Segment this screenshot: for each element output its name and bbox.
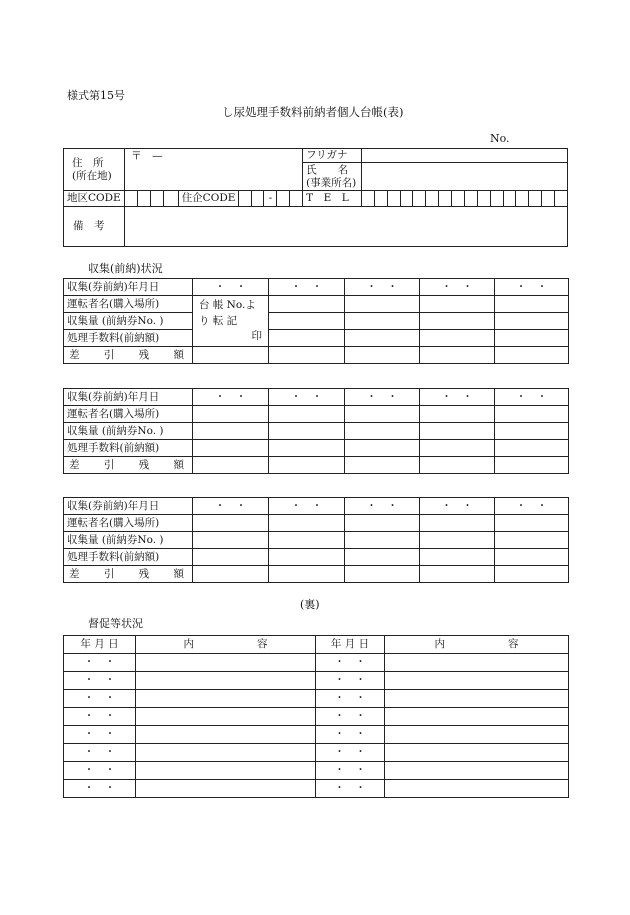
reminder-date-cell[interactable]: ・ ・ xyxy=(316,690,385,708)
date-row-label: 収集(券前納)年月日 xyxy=(64,389,193,406)
reminder-content-cell[interactable] xyxy=(136,726,316,744)
form-number: 様式第15号 xyxy=(67,89,125,102)
data-cell[interactable] xyxy=(495,440,569,457)
data-cell[interactable] xyxy=(269,330,345,347)
fee-row-label: 処理手数料(前納額) xyxy=(64,330,193,347)
collection-table-3 xyxy=(63,497,569,583)
amount-row-label: 収集量 (前納券No. ) xyxy=(64,532,193,549)
reminder-date-cell[interactable]: ・ ・ xyxy=(316,726,385,744)
balance-row-label: 差 引 残 額 xyxy=(64,566,193,583)
page-title: し尿処理手数料前納者個人台帳(表) xyxy=(222,105,404,119)
tel-cell[interactable] xyxy=(426,191,439,207)
data-cell[interactable] xyxy=(345,313,420,330)
reminder-date-cell[interactable]: ・ ・ xyxy=(64,726,136,744)
data-cell[interactable] xyxy=(269,549,345,566)
data-cell[interactable] xyxy=(269,406,345,423)
reminder-date-cell[interactable]: ・ ・ xyxy=(64,690,136,708)
reminder-date-cell[interactable]: ・ ・ xyxy=(64,708,136,726)
reminder-content-cell[interactable] xyxy=(136,672,316,690)
address-label: 住 所 (所在地) xyxy=(64,149,125,191)
data-cell[interactable] xyxy=(345,406,420,423)
district-code-cell[interactable] xyxy=(125,191,138,207)
company-code-cell[interactable] xyxy=(238,191,251,207)
tel-label: T E L xyxy=(303,191,362,207)
district-code-cell[interactable] xyxy=(163,191,178,207)
balance-row-label: 差 引 残 額 xyxy=(64,457,193,474)
date-cell[interactable]: ・ ・ xyxy=(269,389,345,406)
date-cell[interactable]: ・ ・ xyxy=(193,279,269,296)
name-label: 氏 名 (事業所名) xyxy=(303,163,362,191)
collection-table-2 xyxy=(63,388,569,474)
company-code-label: 住企CODE xyxy=(178,191,238,207)
tel-cell[interactable] xyxy=(413,191,426,207)
tel-cell[interactable] xyxy=(477,191,490,207)
tel-cell[interactable] xyxy=(439,191,452,207)
tel-cell[interactable] xyxy=(374,191,387,207)
data-cell[interactable] xyxy=(193,532,269,549)
data-cell[interactable] xyxy=(420,532,495,549)
tel-cell[interactable] xyxy=(387,191,400,207)
data-cell[interactable] xyxy=(345,330,420,347)
remarks-label: 備 考 xyxy=(64,207,125,247)
data-cell[interactable] xyxy=(345,549,420,566)
fee-row-label: 処理手数料(前納額) xyxy=(64,440,193,457)
fee-row-label: 処理手数料(前納額) xyxy=(64,549,193,566)
data-cell[interactable] xyxy=(269,296,345,313)
reminder-date-cell[interactable]: ・ ・ xyxy=(64,744,136,762)
date-cell[interactable]: ・ ・ xyxy=(193,389,269,406)
reminder-content-cell[interactable] xyxy=(385,708,569,726)
reminder-date-cell[interactable]: ・ ・ xyxy=(316,744,385,762)
data-cell[interactable] xyxy=(420,296,495,313)
header-table xyxy=(63,148,568,247)
reminder-date-cell[interactable]: ・ ・ xyxy=(64,672,136,690)
reminder-date-cell[interactable]: ・ ・ xyxy=(316,780,385,798)
data-cell[interactable] xyxy=(495,566,569,583)
data-cell[interactable] xyxy=(420,515,495,532)
data-cell[interactable] xyxy=(420,440,495,457)
data-cell[interactable] xyxy=(420,549,495,566)
data-cell[interactable] xyxy=(420,457,495,474)
amount-row-label: 収集量 (前納券No. ) xyxy=(64,313,193,330)
data-cell[interactable] xyxy=(420,347,495,364)
data-cell[interactable] xyxy=(269,423,345,440)
district-code-label: 地区CODE xyxy=(64,191,125,207)
balance-row-label: 差 引 残 額 xyxy=(64,347,193,364)
number-label: No. xyxy=(490,132,510,145)
furigana-label: フリガナ xyxy=(303,149,362,163)
data-cell[interactable] xyxy=(345,515,420,532)
reminder-content-cell[interactable] xyxy=(385,762,569,780)
data-cell[interactable] xyxy=(420,330,495,347)
date-cell[interactable]: ・ ・ xyxy=(269,279,345,296)
tel-cell[interactable] xyxy=(362,191,375,207)
reminder-content-cell[interactable] xyxy=(136,762,316,780)
tel-cell[interactable] xyxy=(452,191,465,207)
data-cell[interactable] xyxy=(420,406,495,423)
tel-cell[interactable] xyxy=(464,191,477,207)
date-cell[interactable]: ・ ・ xyxy=(345,279,420,296)
data-cell[interactable] xyxy=(495,457,569,474)
data-cell[interactable] xyxy=(269,457,345,474)
date-cell[interactable]: ・ ・ xyxy=(420,389,495,406)
data-cell[interactable] xyxy=(495,423,569,440)
reminder-content-cell[interactable] xyxy=(136,744,316,762)
date-cell[interactable]: ・ ・ xyxy=(193,498,269,515)
reminder-content-cell[interactable] xyxy=(385,654,569,672)
data-cell[interactable] xyxy=(345,457,420,474)
data-cell[interactable] xyxy=(193,440,269,457)
reminder-content-header: 内 容 xyxy=(385,636,569,654)
furigana-field[interactable] xyxy=(362,149,568,163)
date-cell[interactable]: ・ ・ xyxy=(495,279,569,296)
driver-row-label: 運転者名(購入場所) xyxy=(64,515,193,532)
date-cell[interactable]: ・ ・ xyxy=(345,389,420,406)
reminder-table xyxy=(63,635,569,798)
data-cell[interactable] xyxy=(193,347,269,364)
transfer-note: 台 帳 No.よ り 転 記 印 xyxy=(193,296,269,347)
date-row-label: 収集(券前納)年月日 xyxy=(64,498,193,515)
company-code-cell[interactable] xyxy=(251,191,264,207)
data-cell[interactable] xyxy=(495,515,569,532)
reminder-date-cell[interactable]: ・ ・ xyxy=(316,654,385,672)
reminder-content-cell[interactable] xyxy=(385,780,569,798)
data-cell[interactable] xyxy=(345,347,420,364)
data-cell[interactable] xyxy=(495,532,569,549)
amount-row-label: 収集量 (前納券No. ) xyxy=(64,423,193,440)
reminder-date-cell[interactable]: ・ ・ xyxy=(316,708,385,726)
data-cell[interactable] xyxy=(269,313,345,330)
date-cell[interactable]: ・ ・ xyxy=(269,498,345,515)
date-cell[interactable]: ・ ・ xyxy=(495,389,569,406)
data-cell[interactable] xyxy=(495,347,569,364)
driver-row-label: 運転者名(購入場所) xyxy=(64,296,193,313)
data-cell[interactable] xyxy=(345,440,420,457)
data-cell[interactable] xyxy=(345,423,420,440)
data-cell[interactable] xyxy=(269,440,345,457)
collection-section-title: 収集(前納)状況 xyxy=(88,262,163,275)
data-cell[interactable] xyxy=(193,549,269,566)
tel-cell[interactable] xyxy=(503,191,516,207)
address-field[interactable] xyxy=(125,149,303,191)
data-cell[interactable] xyxy=(495,406,569,423)
data-cell[interactable] xyxy=(420,566,495,583)
date-cell[interactable]: ・ ・ xyxy=(345,498,420,515)
data-cell[interactable] xyxy=(193,566,269,583)
data-cell[interactable] xyxy=(345,296,420,313)
reminder-content-cell[interactable] xyxy=(136,690,316,708)
date-row-label: 収集(券前納)年月日 xyxy=(64,279,193,296)
reminder-date-cell[interactable]: ・ ・ xyxy=(64,654,136,672)
name-field[interactable] xyxy=(362,163,568,191)
data-cell[interactable] xyxy=(269,347,345,364)
reminder-content-cell[interactable] xyxy=(136,780,316,798)
reminder-date-cell[interactable]: ・ ・ xyxy=(64,780,136,798)
reminder-content-cell[interactable] xyxy=(136,708,316,726)
reminder-content-cell[interactable] xyxy=(136,654,316,672)
reminder-content-header: 内 容 xyxy=(136,636,316,654)
reminder-date-cell[interactable]: ・ ・ xyxy=(64,762,136,780)
postal-mark: 〒 — xyxy=(131,150,163,162)
collection-table-1 xyxy=(63,278,569,364)
date-cell[interactable]: ・ ・ xyxy=(420,498,495,515)
data-cell[interactable] xyxy=(345,532,420,549)
data-cell[interactable] xyxy=(269,566,345,583)
data-cell[interactable] xyxy=(495,313,569,330)
district-code-cell[interactable] xyxy=(150,191,163,207)
reminder-section-title: 督促等状況 xyxy=(88,617,143,630)
tel-cell[interactable] xyxy=(516,191,529,207)
data-cell[interactable] xyxy=(495,330,569,347)
data-cell[interactable] xyxy=(193,406,269,423)
reminder-content-cell[interactable] xyxy=(385,744,569,762)
reminder-date-cell[interactable]: ・ ・ xyxy=(316,672,385,690)
company-code-cell[interactable] xyxy=(290,191,303,207)
data-cell[interactable] xyxy=(269,532,345,549)
tel-cell[interactable] xyxy=(554,191,567,207)
company-code-dash: - xyxy=(264,191,277,207)
reminder-content-cell[interactable] xyxy=(385,726,569,744)
tel-cell[interactable] xyxy=(400,191,413,207)
company-code-cell[interactable] xyxy=(277,191,290,207)
date-cell[interactable]: ・ ・ xyxy=(420,279,495,296)
reminder-date-header: 年 月 日 xyxy=(316,636,385,654)
back-side-label: (裏) xyxy=(300,598,320,611)
date-cell[interactable]: ・ ・ xyxy=(495,498,569,515)
data-cell[interactable] xyxy=(420,313,495,330)
data-cell[interactable] xyxy=(193,457,269,474)
tel-cell[interactable] xyxy=(542,191,555,207)
remarks-field[interactable] xyxy=(125,207,568,247)
data-cell[interactable] xyxy=(495,549,569,566)
reminder-date-header: 年 月 日 xyxy=(64,636,136,654)
tel-cell[interactable] xyxy=(529,191,542,207)
data-cell[interactable] xyxy=(495,296,569,313)
reminder-date-cell[interactable]: ・ ・ xyxy=(316,762,385,780)
data-cell[interactable] xyxy=(269,515,345,532)
data-cell[interactable] xyxy=(420,423,495,440)
reminder-content-cell[interactable] xyxy=(385,690,569,708)
data-cell[interactable] xyxy=(193,423,269,440)
data-cell[interactable] xyxy=(345,566,420,583)
tel-cell[interactable] xyxy=(490,191,503,207)
data-cell[interactable] xyxy=(193,515,269,532)
driver-row-label: 運転者名(購入場所) xyxy=(64,406,193,423)
district-code-cell[interactable] xyxy=(137,191,150,207)
reminder-content-cell[interactable] xyxy=(385,672,569,690)
